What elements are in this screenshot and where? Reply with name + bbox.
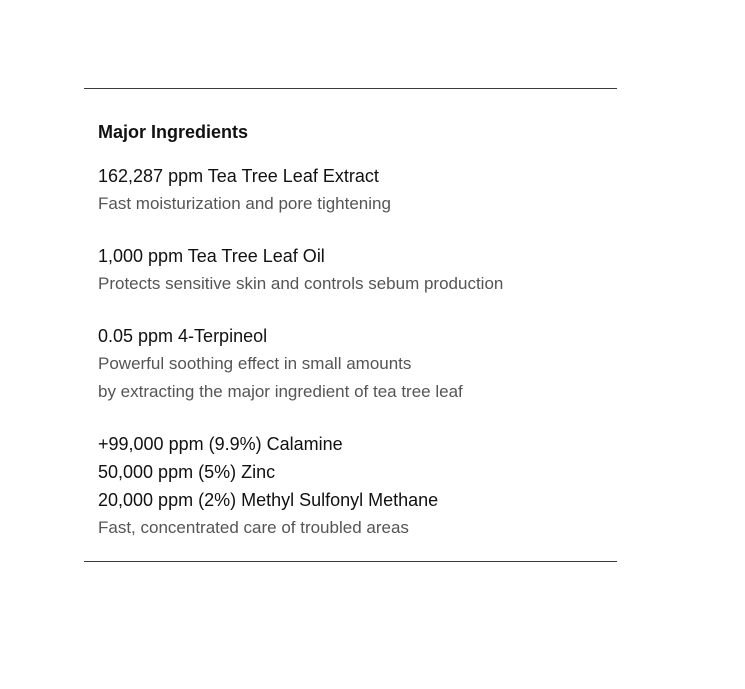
ingredient-name: 0.05 ppm 4-Terpineol [98, 326, 268, 346]
ingredient-description: Fast, concentrated care of troubled areas [98, 518, 409, 537]
ingredient-description: Protects sensitive skin and controls sebum production [98, 274, 504, 293]
ingredient-name: 20,000 ppm (2%) Methyl Sulfonyl Methane [98, 490, 439, 510]
top-divider [84, 88, 617, 89]
bottom-divider [84, 561, 617, 562]
ingredient-group-tea-tree-oil [98, 242, 618, 298]
ingredient-description: Powerful soothing effect in small amounts [98, 354, 412, 373]
ingredient-group-tea-tree-extract [98, 162, 618, 218]
ingredient-name: 50,000 ppm (5%) Zinc [98, 462, 276, 482]
ingredients-panel [98, 119, 618, 542]
ingredient-group-calamine-zinc-msm [98, 430, 618, 542]
ingredients-heading: Major Ingredients [98, 122, 249, 142]
ingredient-group-terpineol [98, 322, 618, 406]
ingredient-description: by extracting the major ingredient of tea tree leaf [98, 382, 463, 401]
ingredient-name: 1,000 ppm Tea Tree Leaf Oil [98, 246, 325, 266]
ingredient-name: +99,000 ppm (9.9%) Calamine [98, 434, 343, 454]
ingredient-description: Fast moisturization and pore tightening [98, 194, 391, 213]
ingredient-name: 162,287 ppm Tea Tree Leaf Extract [98, 166, 379, 186]
